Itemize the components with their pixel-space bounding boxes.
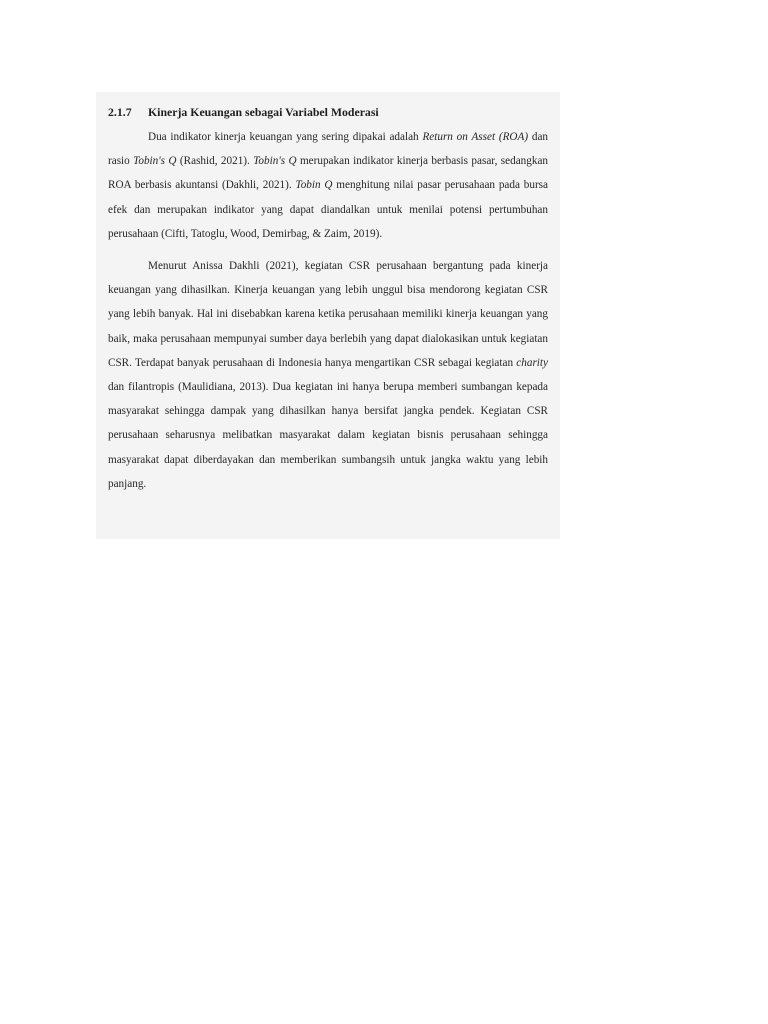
paragraph-2 [108,254,548,496]
section-number: 2.1.7 [108,105,132,119]
paragraph-1-italic-return-on-asset: Return on Asset [422,131,496,143]
paragraph-1-italic-roa: (ROA) [498,131,529,143]
paragraph-1-text: merupakan indikator kinerja berbasis pasar, sedangkan ROA berbasis akuntansi (Dakhli, 2021). [108,155,549,192]
paragraph-1-text: dan rasio [108,131,548,168]
paragraph-2-text: Menurut Anissa Dakhli (2021), kegiatan CSR perusahaan bergantung pada kinerja keuangan yang dihasilkan. Kinerja keuangan yang lebih unggul bisa mendorong kegiatan CSR yang lebih banyak. Hal ini disebabkan karena ketika perusahaan memiliki kinerja keuangan yang baik, maka perusahaan mempunyai sumber daya berlebih yang dapat dialokasikan untuk kegiatan CSR. Terdapat banyak perusahaan di Indonesia hanya mengartikan CSR sebagai kegiatan [108,260,548,369]
scanned-document-image [96,92,560,539]
section-heading [108,102,548,122]
paragraph-1-text: menghitung nilai pasar perusahaan pada bursa efek dan merupakan indikator yang dapat diandalkan untuk menilai potensi pertumbuhan perusahaan (Cifti, Tatoglu, Wood, Demirbag, & Zaim, 2019). [108,179,548,240]
section-title: Kinerja Keuangan sebagai Variabel Moderasi [148,105,379,119]
paragraph-1-italic-tobins-q: Tobin's Q [133,155,177,168]
paragraph-1-text: Dua indikator kinerja keuangan yang sering dipakai adalah [148,131,423,143]
paragraph-2-text: dan filantropis (Maulidiana, 2013). Dua kegiatan ini hanya berupa memberi sumbangan kepada masyarakat sehingga dampak yang dihasilkan hanya bersifat jangka pendek. Kegiatan CSR perusahaan seharusnya melibatkan masyarakat dalam kegiatan bisnis perusahaan sehingga masyarakat dapat diberdayakan dan memberikan sumbangsih untuk jangka waktu yang lebih panjang. [108,381,548,490]
paragraph-1-text: (Rashid, 2021). [176,155,254,168]
paragraph-2-italic-charity: charity [516,356,548,369]
paragraph-1-italic-tobins-q: Tobin's Q [253,155,297,168]
paragraph-1 [108,125,548,246]
paragraph-1-italic-tobin-q: Tobin Q [295,179,333,192]
